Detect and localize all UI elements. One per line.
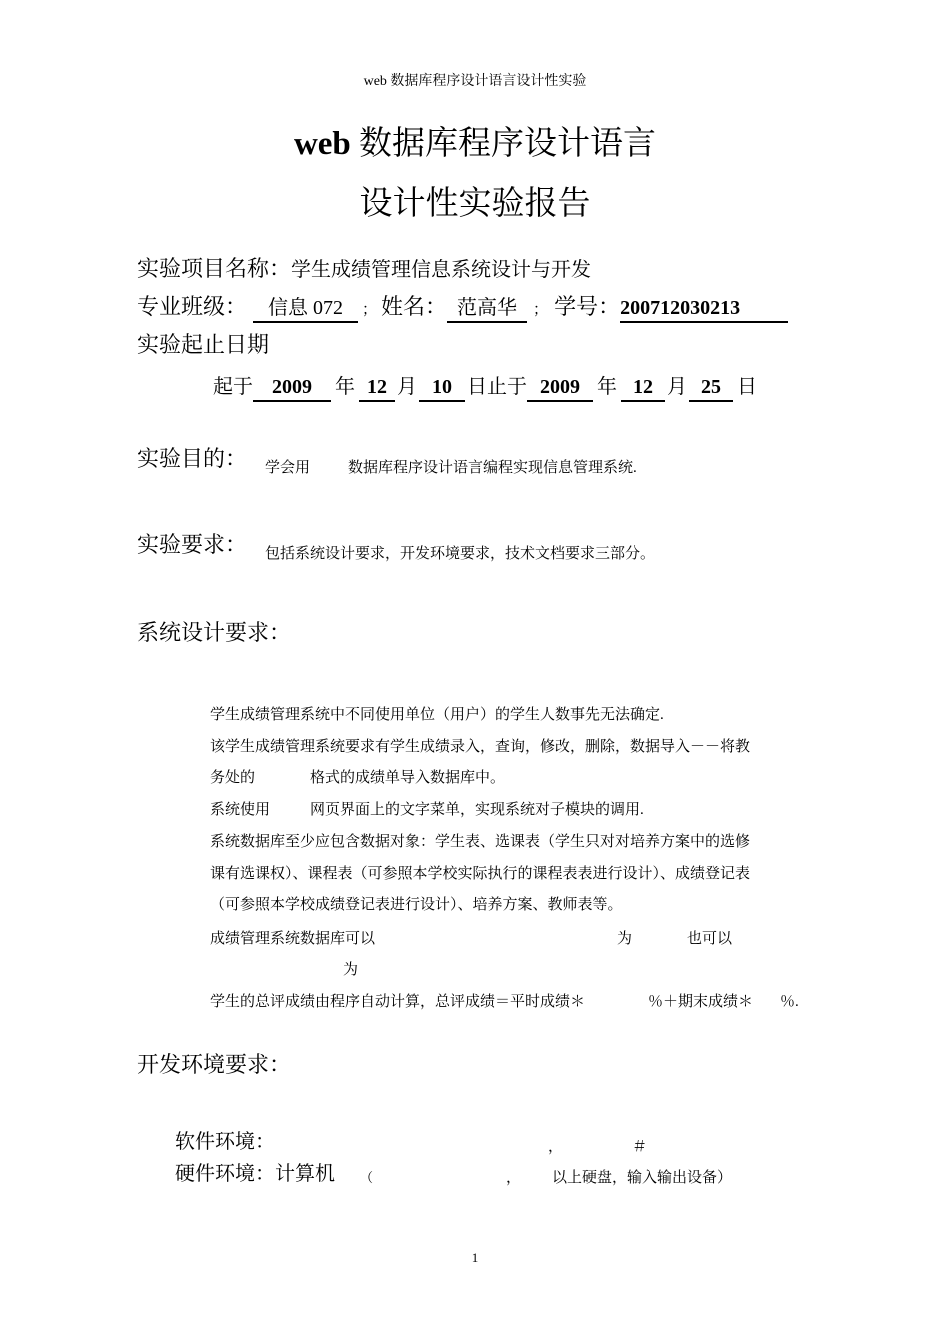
design-line: 成绩管理系统数据库可以	[210, 931, 376, 947]
design-line: 课有选课权）、课程表（可参照本学校实际执行的课程表表进行设计）、成绩登记表	[210, 866, 751, 882]
year-char: 年	[335, 376, 355, 398]
separator: ；	[533, 302, 549, 318]
month-char: 月	[397, 376, 417, 398]
project-row	[137, 252, 591, 283]
start-year: 2009	[253, 374, 331, 402]
purpose-text-b: 数据库程序设计语言编程实现信息管理系统.	[348, 460, 637, 476]
design-line: ％＋期末成绩＊	[648, 994, 754, 1010]
project-label: 实验项目名称：	[137, 257, 292, 282]
requirements-text: 包括系统设计要求，开发环境要求，技术文档要求三部分。	[265, 546, 656, 562]
student-info-row	[137, 290, 788, 323]
date-mid: 日止于	[467, 376, 527, 398]
start-month: 12	[359, 374, 395, 402]
design-line: 网页界面上的文字菜单，实现系统对子模块的调用.	[310, 802, 644, 818]
software-hash: ＃	[632, 1139, 648, 1155]
requirements-label: 实验要求：	[137, 533, 248, 558]
software-comma: ，	[548, 1139, 564, 1155]
id-value: 200712030213	[620, 295, 788, 323]
dev-env-heading: 开发环境要求：	[137, 1053, 292, 1078]
page-number: 1	[471, 1250, 479, 1265]
start-day: 10	[419, 374, 465, 402]
design-line: 学生的总评成绩由程序自动计算，总评成绩＝平时成绩＊	[210, 994, 586, 1010]
separator: ；	[362, 302, 378, 318]
system-design-heading: 系统设计要求：	[137, 621, 292, 646]
name-label: 姓名：	[381, 295, 448, 320]
hardware-label: 硬件环境：计算机	[175, 1161, 335, 1185]
purpose-label: 实验目的：	[137, 447, 248, 472]
running-header: web 数据库程序设计语言设计性实验	[363, 74, 587, 89]
design-line: 务处的	[210, 770, 256, 786]
id-label: 学号：	[554, 295, 621, 320]
year-char: 年	[597, 376, 617, 398]
month-char: 月	[667, 376, 687, 398]
hardware-comma: ，	[506, 1170, 522, 1186]
date-start-prefix: 起于	[213, 376, 253, 398]
design-line: 为	[343, 962, 359, 978]
hardware-text: 以上硬盘，输入输出设备）	[552, 1170, 733, 1186]
title-cn: 数据库程序设计语言	[350, 126, 657, 162]
class-value: 信息 072	[253, 295, 358, 323]
end-day: 25	[689, 374, 733, 402]
date-label: 实验起止日期	[137, 333, 270, 358]
document-title-line1	[0, 117, 950, 164]
design-line: 也可以	[687, 931, 733, 947]
title-en: web	[293, 126, 351, 162]
name-value: 范高华	[447, 295, 527, 323]
hardware-open: （	[360, 1170, 374, 1185]
document-title-line2: 设计性实验报告	[359, 186, 591, 222]
design-line: 该学生成绩管理系统要求有学生成绩录入，查询，修改，删除，数据导入－－将教	[210, 739, 751, 755]
end-year: 2009	[527, 374, 593, 402]
design-line: 为	[617, 931, 633, 947]
design-line: 系统数据库至少应包含数据对象：学生表、选课表（学生只对对培养方案中的选修	[210, 834, 751, 850]
end-month: 12	[621, 374, 665, 402]
date-row	[213, 370, 757, 402]
class-label: 专业班级：	[137, 295, 248, 320]
design-line: 系统使用	[210, 802, 271, 818]
design-line: 格式的成绩单导入数据库中。	[310, 770, 506, 786]
design-line: （可参照本学校成绩登记表进行设计）、培养方案、教师表等。	[210, 897, 623, 913]
day-char: 日	[737, 376, 757, 398]
project-value: 学生成绩管理信息系统设计与开发	[291, 259, 592, 281]
design-line: ％.	[780, 994, 799, 1010]
purpose-text-a: 学会用	[265, 460, 311, 476]
design-line: 学生成绩管理系统中不同使用单位（用户）的学生人数事先无法确定.	[210, 707, 664, 723]
software-label: 软件环境：	[175, 1129, 275, 1153]
